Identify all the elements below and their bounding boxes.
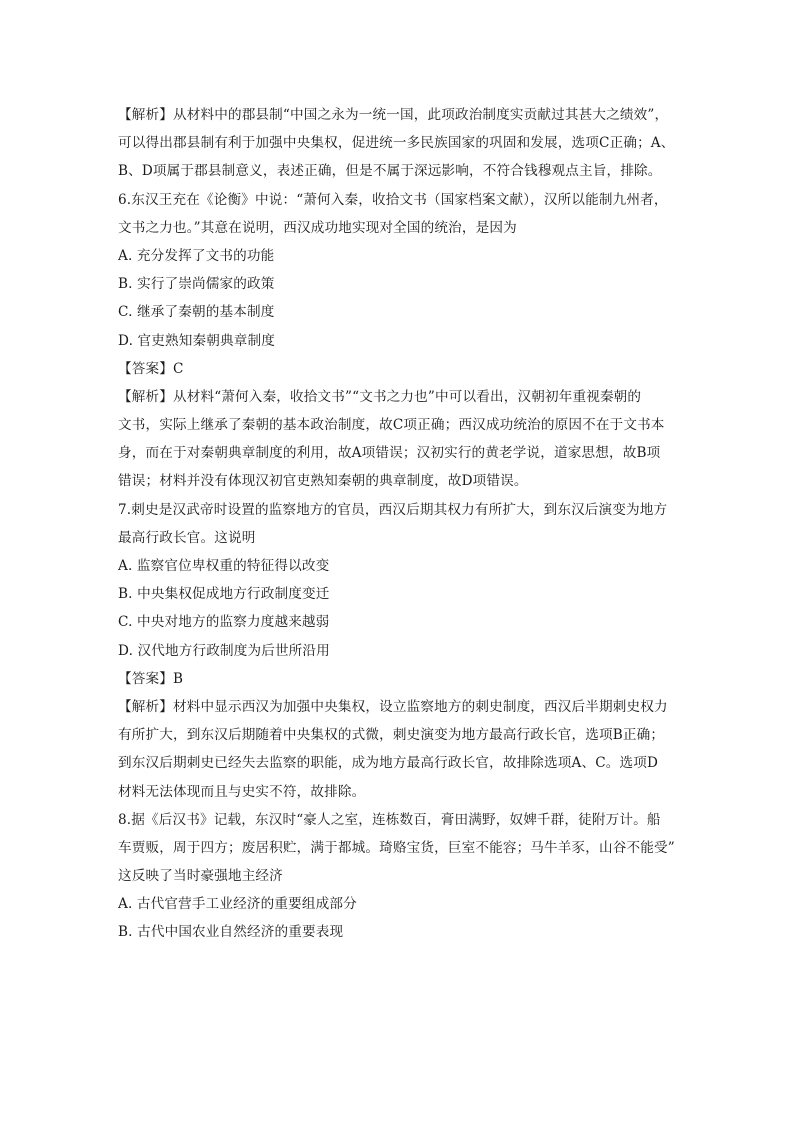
question-8-stem: 8.据《后汉书》记载，东汉时“豪人之室，连栋数百，膏田满野，奴婢千群，徒附万计。船 — [118, 811, 661, 828]
question-7-option-a: A. 监察官位卑权重的特征得以改变 — [118, 558, 330, 574]
question-7-stem: 最高行政长官。这说明 — [118, 529, 256, 546]
question-6-analysis: 身，而在于对秦朝典章制度的利用，故A项错误；汉初实行的黄老学说，道家思想，故B项 — [118, 445, 661, 462]
question-7-option-d: D. 汉代地方行政制度为后世所沿用 — [118, 642, 330, 659]
question-7-stem: 7.刺史是汉武帝时设置的监察地方的官员，西汉后期其权力有所扩大，到东汉后演变为地方 — [118, 501, 668, 518]
question-7-answer: 【答案】B — [118, 670, 184, 687]
analysis-text-line: 【解析】从材料中的郡县制“中国之永为一统一国，此项政治制度实贡献过其甚大之绩效”， — [118, 107, 669, 123]
analysis-text-line: 可以得出郡县制有利于加强中央集权，促进统一多民族国家的巩固和发展，选项C正确；A、 — [118, 135, 675, 152]
question-7-analysis: 材料无法体现而且与史实不符，故排除。 — [118, 783, 366, 800]
question-6-answer: 【答案】C — [118, 360, 184, 377]
question-6-option-b: B. 实行了崇尚儒家的政策 — [118, 276, 275, 293]
analysis-text-line: B、D项属于郡县制意义，表述正确，但是不属于深远影响，不符合钱穆观点主旨，排除。 — [118, 163, 662, 180]
question-8-stem: 车贾贩，周于四方；废居积贮，满于都城。琦赂宝货，巨室不能容；马牛羊豕，山谷不能受” — [118, 839, 675, 856]
question-8-option-a: A. 古代官营手工业经济的重要组成部分 — [118, 896, 357, 913]
question-6-stem: 6.东汉王充在《论衡》中说：“萧何入秦，收拾文书（国家档案文献），汉所以能制九州者， — [118, 191, 668, 208]
question-6-option-d: D. 官吏熟知秦朝典章制度 — [118, 332, 275, 349]
question-6-option-c: C. 继承了秦朝的基本制度 — [118, 304, 275, 321]
question-7-analysis: 【解析】材料中显示西汉为加强中央集权，设立监察地方的刺史制度，西汉后半期刺史权力 — [118, 698, 668, 715]
question-7-analysis: 有所扩大，到东汉后期随着中央集权的式微，刺史演变为地方最高行政长官，选项B正确； — [118, 727, 665, 744]
document-page — [118, 101, 678, 947]
question-7-analysis: 到东汉后期刺史已经失去监察的职能，成为地方最高行政长官，故排除选项A、C。选项D — [118, 755, 659, 772]
question-6-analysis: 文书，实际上继承了秦朝的基本政治制度，故C项正确；西汉成功统治的原因不在于文书本 — [118, 417, 665, 434]
question-8-option-b: B. 古代中国农业自然经济的重要表现 — [118, 924, 344, 941]
question-8-stem: 这反映了当时豪强地主经济 — [118, 868, 283, 885]
question-7-option-b: B. 中央集权促成地方行政制度变迁 — [118, 586, 330, 603]
question-6-analysis: 错误；材料并没有体现汉初官吏熟知秦朝的典章制度，故D项错误。 — [118, 473, 528, 490]
question-6-analysis: 【解析】从材料“萧何入秦，收拾文书”“文书之力也”中可以看出，汉朝初年重视秦朝的 — [118, 388, 642, 405]
question-6-stem: 文书之力也。”其意在说明，西汉成功地实现对全国的统治，是因为 — [118, 219, 517, 236]
question-6-option-a: A. 充分发挥了文书的功能 — [118, 247, 275, 264]
question-7-option-c: C. 中央对地方的监察力度越来越弱 — [118, 614, 330, 631]
